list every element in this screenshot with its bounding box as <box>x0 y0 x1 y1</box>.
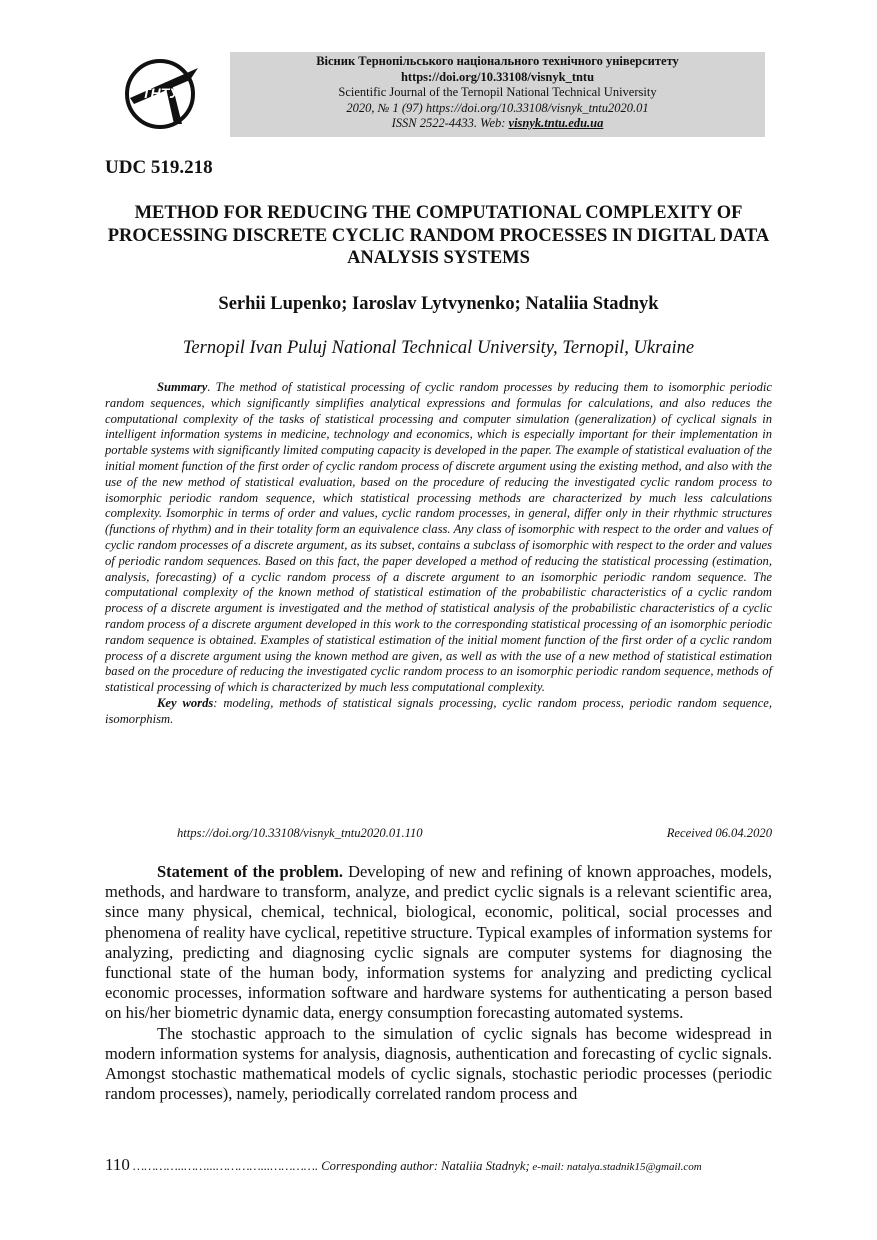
body-text <box>105 862 772 1104</box>
received-date: Received 06.04.2020 <box>666 826 772 840</box>
udc-code: UDC 519.218 <box>105 157 213 178</box>
journal-doi[interactable]: https://doi.org/10.33108/visnyk_tntu <box>400 69 595 84</box>
author-email[interactable]: e-mail: natalya.stadnik15@gmail.com <box>529 1161 702 1173</box>
article-doi[interactable]: https://doi.org/10.33108/visnyk_tntu2020.01.110 <box>177 826 423 840</box>
journal-name-en: Scientific Journal of the Ternopil National Technical University <box>338 85 657 99</box>
paragraph-1 <box>105 862 772 1024</box>
logo-text: ТНТУ <box>142 85 179 101</box>
page-footer <box>105 1155 772 1175</box>
journal-name-ua: Вісник Тернопільського національного технічного університету <box>316 54 679 68</box>
issn-line <box>230 116 765 132</box>
summary-paragraph <box>105 380 772 696</box>
keywords-label: Key words <box>157 695 214 710</box>
journal-website-link[interactable]: visnyk.tntu.edu.ua <box>508 116 604 130</box>
issn-text: ISSN 2522-4433. Web: <box>391 116 509 130</box>
footer-dots: …………..……...…………...…………. <box>129 1159 322 1173</box>
authors: Serhii Lupenko; Iaroslav Lytvynenko; Nataliia Stadnyk <box>218 294 659 314</box>
section-heading: Statement of the problem. <box>157 862 343 881</box>
issue-info: 2020, № 1 (97) https://doi.org/10.33108/visnyk_tntu2020.01 <box>346 100 649 115</box>
paper-title: METHOD FOR REDUCING THE COMPUTATIONAL COMPLEXITY OF PROCESSING DISCRETE CYCLIC RANDOM PROCESSES IN DIGITAL DATA ANALYSIS SYSTEMS <box>107 203 770 268</box>
keywords-text: : modeling, methods of statistical signals processing, cyclic random process, periodic random sequence, isomorphism. <box>105 695 772 726</box>
journal-header <box>230 52 765 137</box>
paragraph-1-text: Developing of new and refining of known approaches, models, methods, and hardware to transform, analyze, and predict cyclic signals is a relevant scientific area, since many physical, chemical, technical, biological, economic, political, social processes and phenomena of reality have cyclical, repetitive structure. Typical examples of information systems for analyzing, predicting and diagnosing cyclic signals are computer systems for diagnosing the functional state of the human body, information systems for analyzing and predicting cyclical economic processes, information software and hardware systems for authenticating a person based on his/her biometric dynamic data, energy consumption forecasting automated systems. <box>105 862 772 1023</box>
corresponding-author: Corresponding author: Nataliia Stadnyk; <box>321 1159 530 1173</box>
keywords-paragraph <box>105 696 772 728</box>
journal-logo <box>120 58 208 130</box>
page-number: 110 <box>105 1155 130 1174</box>
summary-label: Summary <box>157 380 208 394</box>
affiliation: Ternopil Ivan Puluj National Technical University, Ternopil, Ukraine <box>182 338 695 358</box>
summary-text: . The method of statistical processing of cyclic random processes by reducing them to isomorphic periodic random sequences, which significantly simplifies analytical expressions and formulas for calculations, and also reduces the computational complexity of the tasks of statistical processing and computer simulation (generalization) of cyclical signals in intelligent information systems in medicine, technology and economics, which is especially important for their implementation in portable systems with significantly limited computing capacity is developed in the paper. The example of statistical evaluation of the initial moment function of the first order of cyclic random process of discrete argument using the existing method, and also with the use of the new method of statistical evaluation, based on the procedure of reducing the investigated cyclic random process to isomorphic periodic random sequence, which statistical processing methods are characterized by much less calculations complexity. Isomorphic in terms of order and values, cyclic random processes, in general, differ only in their rhythmic structures (functions of rhythm) and in their totality form an equivalence class. Any class of isomorphic with respect to the order and values of cyclic random processes of a discrete argument, as its subset, contains a subclass of isomorphic with respect to the order and values of periodic random sequences. Based on this fact, the paper developed a method of reducing the statistical processing (estimation, analysis, forecasting) of a cyclic random process of a discrete argument to an isomorphic periodic random sequence. The computational complexity of the known method of statistical estimation of the probabilistic characteristics of a cyclic random process of a discrete argument is investigated and the method of statistical analysis of the probabilistic characteristics of a cyclic random process of a discrete argument developed in this work to the corresponding statistical processing of an isomorphic periodic random sequence is obtained. Examples of statistical estimation of the initial moment function of the first order of a cyclic random process of a discrete argument using the known method are given, as well as with the use of a new method of statistical estimation based on the procedure of reducing the investigated cyclic random process to an isomorphic periodic random sequence, methods of statistical processing of which is characterized by much less computational complexity. <box>105 380 772 695</box>
abstract <box>105 380 772 728</box>
paragraph-2: The stochastic approach to the simulation of cyclic signals has become widespread in modern information systems for analysis, diagnosis, authentication and forecasting of cyclic signals. Amongst stochastic mathematical models of cyclic signals, stochastic periodic processes (periodic random processes), namely, periodically correlated random process and <box>105 1023 772 1104</box>
